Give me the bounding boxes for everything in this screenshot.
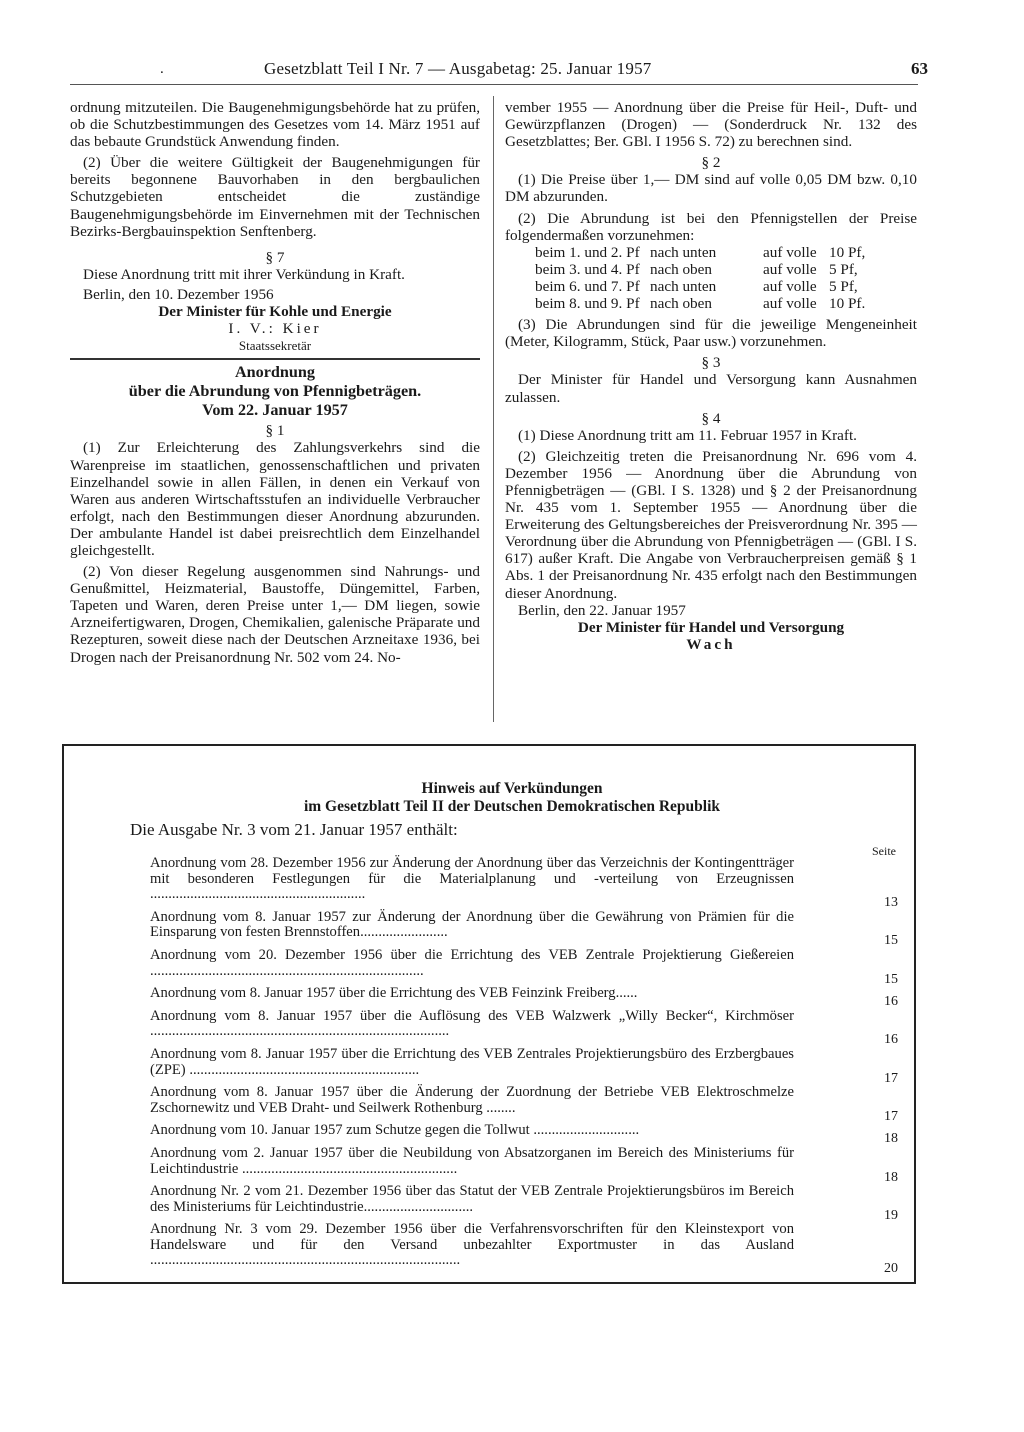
notice-header: [124, 780, 900, 858]
paragraph: Diese Anordnung tritt mit ihrer Verkündung in Kraft.: [83, 265, 405, 283]
entry-text: Anordnung vom 28. Dezember 1956 zur Änderung der Anordnung über das Verzeichnis der Kontingentträger mit besonderen Festlegungen für die Materialplanung und -verteilung von Erzeugnissen ...........................................................: [150, 855, 794, 903]
article-date: Vom 22. Januar 1957: [202, 401, 348, 420]
rate-digits: beim 3. und 4. Pf: [535, 260, 640, 278]
rate-direction: nach unten: [650, 277, 717, 295]
minister-title: Der Minister für Kohle und Energie: [158, 303, 392, 321]
entry-page: 13: [884, 895, 898, 911]
paragraph: (2) Von dieser Regelung ausgenommen sind Nahrungs- und Genußmittel, Heizmaterial, Baustoffe, Düngemittel, Farben, Tapeten und Waren, deren Preise unter 1,— DM liegen, sowie Arzneifertigwaren, Drogen, Chemikalien, galenische Präparate und Rezepturen, soweit diese nach der Deutschen Arzneitaxe 1936, bei Drogen nach der Preisanordnung Nr. 502 vom 24. No-: [70, 563, 480, 666]
rate-direction: nach unten: [650, 243, 717, 261]
issue-line: Die Ausgabe Nr. 3 vom 21. Januar 1957 enthält:: [130, 820, 458, 839]
rate-to: auf volle: [763, 243, 817, 261]
entry-text: Anordnung vom 20. Dezember 1956 über die Errichtung des VEB Zentrale Projektierung Gießereien ...........................................................................: [150, 946, 794, 979]
signatory-role: Staatssekretär: [238, 338, 312, 354]
paragraph: (3) Die Abrundungen sind für die jeweilige Mengeneinheit (Meter, Kilogramm, Stück, Paar usw.) vorzunehmen.: [505, 316, 917, 351]
entry-page: 16: [884, 1032, 898, 1048]
gazette-title: Gesetzblatt Teil I Nr. 7 — Ausgabetag: 25. Januar 1957: [264, 59, 652, 78]
place-date: Berlin, den 10. Dezember 1956: [83, 285, 274, 303]
entry-text: Anordnung Nr. 2 vom 21. Dezember 1956 über das Statut der VEB Zentrale Projektierungsbüros im Bereich des Ministeriums für Leichtindustrie..............................: [150, 1183, 794, 1215]
rate-to: auf volle: [763, 277, 817, 295]
rounding-row: [535, 244, 917, 261]
list-item: [150, 985, 906, 1010]
minister-title: Der Minister für Handel und Versorgung: [577, 618, 845, 636]
entry-text: Anordnung vom 2. Januar 1957 über die Neubildung von Absatzorganen im Bereich des Ministeriums für Leichtindustrie ...........................................................: [150, 1144, 794, 1177]
entry-text: Anordnung Nr. 3 vom 29. Dezember 1956 über die Verfahrensvorschriften für den Kleinstexport von Handelsware und für den Versand unbezahlter Exportmuster in das Ausland .....................................................................................: [150, 1221, 794, 1269]
article-title: Anordnung: [234, 363, 316, 382]
list-item: [150, 1144, 906, 1185]
deputy-signature: I. V.: Kier: [228, 320, 322, 338]
rate-to: auf volle: [763, 295, 817, 313]
list-item: [150, 855, 906, 911]
entry-page: 17: [884, 1070, 898, 1086]
place-date: Berlin, den 22. Januar 1957: [518, 601, 686, 619]
paragraph: (1) Zur Erleichterung des Zahlungsverkehrs sind die Warenpreise im staatlichen, genossenschaftlichen und privaten Einzelhandel sowie in allen Fällen, in denen ein Verkauf von Waren aus anderen Wirtschaftsstufen an individuelle Verbraucher erfolgt, nach den Bestimmungen dieser Anordnung abzurunden. Der ambulante Handel ist dabei preisrechtlich dem Einzelhandel gleichgestellt.: [70, 439, 480, 559]
list-item: [150, 1221, 906, 1277]
right-column: [505, 99, 917, 653]
header-rule: [70, 84, 918, 85]
entry-text: Anordnung vom 8. Januar 1957 über die Auflösung des VEB Walzwerk „Willy Becker“, Kirchmöser ..................................................................................: [150, 1007, 794, 1040]
rounding-row: [535, 295, 917, 312]
entry-text: Anordnung vom 8. Januar 1957 über die Änderung der Zuordnung der Betriebe VEB Elektroschmelze Zschornewitz und VEB Draht- und Seilwerk Rothenburg ........: [150, 1084, 794, 1116]
rate-amount: 10 Pf,: [829, 243, 866, 261]
entry-text: Anordnung vom 8. Januar 1957 zur Änderung der Anordnung über die Gewährung von Prämien für die Einsparung von festen Brennstoffen........................: [150, 908, 794, 941]
paragraph: (1) Diese Anordnung tritt am 11. Februar 1957 in Kraft.: [518, 426, 857, 444]
rate-digits: beim 8. und 9. Pf: [535, 295, 640, 313]
minister-signature: Wach: [686, 635, 736, 653]
rate-digits: beim 1. und 2. Pf: [535, 243, 640, 261]
entry-page: 18: [884, 1131, 898, 1147]
left-column: [70, 99, 480, 666]
paragraph: (2) Über die weitere Gültigkeit der Baugenehmigungen für bereits begonnene Bauvorhaben in den bergbaulichen Schutzgebieten entscheidet die zuständige Baugenehmigungsbehörde im Einvernehmen mit der Technischen Bezirks-Bergbauinspektion Senftenberg.: [70, 154, 480, 240]
entry-page: 15: [884, 971, 898, 987]
continued-paragraph: vember 1955 — Anordnung über die Preise für Heil-, Duft- und Gewürzpflanzen (Drogen) — (Sonderdruck Nr. 132 des Gesetzblattes; Ber. GBl. I 1956 S. 72) zu berechnen sind.: [505, 99, 917, 151]
entry-text: Anordnung vom 8. Januar 1957 über die Errichtung des VEB Feinzink Freiberg......: [150, 985, 638, 1002]
section-heading: § 2: [701, 154, 721, 172]
list-item: [150, 908, 906, 949]
section-heading: § 3: [701, 354, 721, 372]
paragraph: (2) Die Abrundung ist bei den Pfennigstellen der Preise folgendermaßen vorzunehmen:: [505, 209, 917, 244]
rate-amount: 5 Pf,: [829, 260, 858, 278]
entry-page: 16: [884, 994, 898, 1010]
section-rule: [70, 358, 480, 360]
section-heading: § 7: [265, 248, 285, 266]
paragraph: (1) Die Preise über 1,— DM sind auf volle 0,05 DM bzw. 0,10 DM abzurunden.: [505, 171, 917, 206]
list-item: [150, 1183, 906, 1223]
page-number: 63: [911, 59, 928, 78]
section-heading: § 4: [701, 409, 721, 427]
rate-amount: 10 Pf.: [829, 295, 866, 313]
rounding-table: [535, 244, 917, 312]
list-item: [150, 1122, 906, 1147]
entry-text: Anordnung vom 10. Januar 1957 zum Schutze gegen die Tollwut .............................: [150, 1122, 640, 1139]
list-item: [150, 1007, 906, 1048]
continued-paragraph: ordnung mitzuteilen. Die Baugenehmigungsbehörde hat zu prüfen, ob die Schutzbestimmungen des Gesetzes vom 14. März 1951 auf das bebaute Grundstück Anwendung finden.: [70, 99, 480, 151]
rate-to: auf volle: [763, 260, 817, 278]
list-item: [150, 1084, 906, 1124]
section-heading: § 1: [265, 422, 285, 440]
page-column-label: Seite: [872, 844, 896, 858]
rounding-row: [535, 261, 917, 278]
paragraph: Der Minister für Handel und Versorgung kann Ausnahmen zulassen.: [505, 371, 917, 406]
list-item: [150, 1045, 906, 1086]
entry-page: 19: [884, 1207, 898, 1223]
notice-title: Hinweis auf Verkündungen: [421, 780, 603, 797]
rate-direction: nach oben: [650, 295, 712, 313]
entry-page: 20: [884, 1261, 898, 1277]
column-divider: [493, 96, 494, 722]
notice-subtitle: im Gesetzblatt Teil II der Deutschen Demokratischen Republik: [303, 798, 721, 815]
list-item: [150, 946, 906, 987]
paragraph: (2) Gleichzeitig treten die Preisanordnung Nr. 696 vom 4. Dezember 1956 — Anordnung über die Abrundung von Pfennigbeträgen — (GBl. I S. 1328) und § 2 der Preisanordnung Nr. 435 vom 1. September 1955 — Anordnung über die Erweiterung des Geltungsbereiches der Preisverordnung Nr. 395 — Verordnung über die Abrundung von Pfennigbeträgen — (GBl. I S. 617) außer Kraft. Die Angabe von Verbraucherpreisen gemäß § 1 Abs. 1 der Preisanordnung Nr. 435 erfolgt nach den Bestimmungen dieser Anordnung.: [505, 447, 917, 602]
entry-text: Anordnung vom 8. Januar 1957 über die Errichtung des VEB Zentrales Projektierungsbüro des Erzbergbaues (ZPE) ...............................................................: [150, 1045, 794, 1078]
rate-direction: nach oben: [650, 260, 712, 278]
rate-amount: 5 Pf,: [829, 277, 858, 295]
page-header: [160, 59, 928, 83]
entry-page: 15: [884, 933, 898, 949]
contents-list: [150, 856, 906, 1276]
entry-page: 17: [884, 1108, 898, 1124]
rate-digits: beim 6. und 7. Pf: [535, 277, 640, 295]
notice-box: [62, 744, 916, 1284]
article-subtitle: über die Abrundung von Pfennigbeträgen.: [128, 382, 422, 401]
rounding-row: [535, 278, 917, 295]
entry-page: 18: [884, 1169, 898, 1185]
header-dot: .: [160, 61, 164, 77]
